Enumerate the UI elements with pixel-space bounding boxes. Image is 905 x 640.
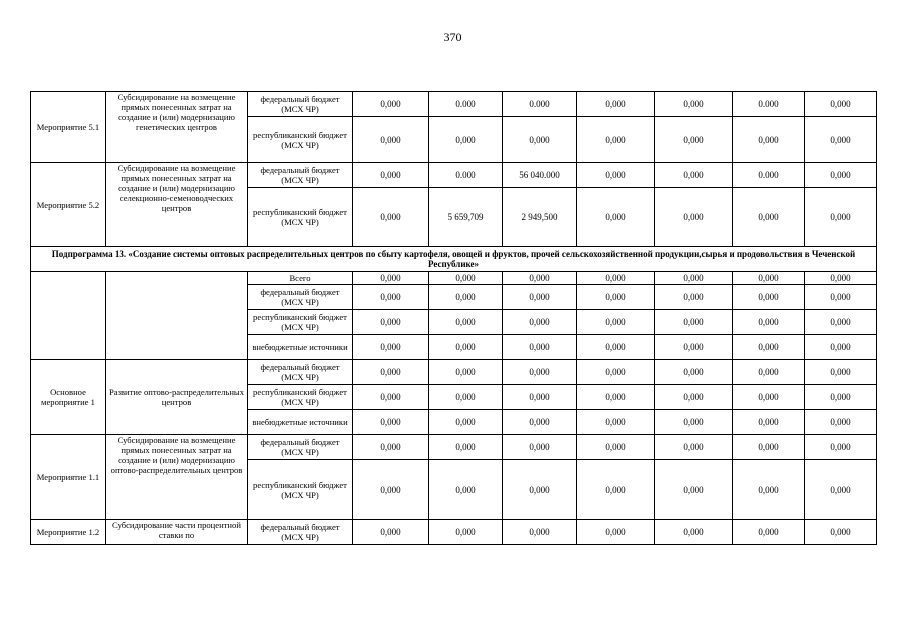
value-cell: 0,000 <box>353 385 429 410</box>
page-number: 370 <box>443 30 462 44</box>
source-label: республиканский бюджет (МСХ ЧР) <box>248 460 353 520</box>
value-cell: 0,000 <box>353 163 429 188</box>
value-cell: 56 040.000 <box>503 163 577 188</box>
value-cell: 0,000 <box>805 188 877 247</box>
source-label: федеральный бюджет (МСХ ЧР) <box>248 435 353 460</box>
value-cell: 0,000 <box>733 272 805 285</box>
value-cell: 0,000 <box>733 360 805 385</box>
value-cell: 0,000 <box>353 310 429 335</box>
value-cell: 0,000 <box>353 92 429 117</box>
value-cell: 0,000 <box>805 117 877 163</box>
event-name <box>31 272 106 360</box>
value-cell: 2 949,500 <box>503 188 577 247</box>
value-cell: 0.000 <box>429 92 503 117</box>
value-cell: 0,000 <box>429 435 503 460</box>
value-cell: 0,000 <box>577 117 655 163</box>
table-row <box>31 520 877 545</box>
source-label: республиканский бюджет (МСХ ЧР) <box>248 188 353 247</box>
value-cell: 0,000 <box>353 188 429 247</box>
value-cell: 0,000 <box>429 460 503 520</box>
value-cell: 0,000 <box>429 360 503 385</box>
value-cell: 0,000 <box>577 163 655 188</box>
value-cell: 0,000 <box>353 520 429 545</box>
value-cell: 0,000 <box>577 335 655 360</box>
value-cell: 0,000 <box>805 360 877 385</box>
value-cell: 0,000 <box>503 385 577 410</box>
value-cell: 0,000 <box>429 310 503 335</box>
value-cell: 0,000 <box>429 272 503 285</box>
value-cell: 0,000 <box>577 92 655 117</box>
value-cell: 0,000 <box>655 410 733 435</box>
value-cell: 0.000 <box>503 92 577 117</box>
value-cell: 0,000 <box>655 188 733 247</box>
value-cell: 0,000 <box>353 117 429 163</box>
value-cell: 0,000 <box>733 188 805 247</box>
value-cell: 5 659,709 <box>429 188 503 247</box>
value-cell: 0,000 <box>503 410 577 435</box>
value-cell: 0,000 <box>429 385 503 410</box>
value-cell: 0,000 <box>353 460 429 520</box>
value-cell: 0,000 <box>429 335 503 360</box>
value-cell: 0,000 <box>577 285 655 310</box>
value-cell: 0,000 <box>805 285 877 310</box>
event-description: Субсидирование на возмещение прямых понесенных затрат на создание и (или) модернизацию оптово-распределительных центров <box>106 435 248 520</box>
value-cell: 0,000 <box>577 385 655 410</box>
value-cell: 0,000 <box>733 435 805 460</box>
value-cell: 0,000 <box>805 92 877 117</box>
value-cell: 0,000 <box>429 117 503 163</box>
value-cell: 0,000 <box>655 310 733 335</box>
value-cell: 0,000 <box>503 335 577 360</box>
value-cell: 0,000 <box>503 285 577 310</box>
value-cell: 0,000 <box>655 117 733 163</box>
value-cell: 0,000 <box>503 272 577 285</box>
value-cell: 0,000 <box>655 163 733 188</box>
source-label: федеральный бюджет (МСХ ЧР) <box>248 285 353 310</box>
value-cell: 0,000 <box>733 335 805 360</box>
value-cell: 0,000 <box>805 385 877 410</box>
value-cell: 0,000 <box>655 272 733 285</box>
value-cell: 0,000 <box>577 188 655 247</box>
value-cell: 0,000 <box>503 520 577 545</box>
source-label: республиканский бюджет (МСХ ЧР) <box>248 310 353 335</box>
event-name: Мероприятие 1.1 <box>31 435 106 520</box>
event-description: Субсидирование части процентной ставки по <box>106 520 248 545</box>
value-cell: 0,000 <box>733 520 805 545</box>
value-cell: 0.000 <box>733 92 805 117</box>
value-cell: 0,000 <box>353 272 429 285</box>
subprogram-title: Подпрограмма 13. «Создание системы оптовых распределительных центров по сбыту картофеля, овощей и фруктов, прочей сельскохозяйственной продукции,сырья и продовольствия в Чеченской Республике» <box>31 247 877 272</box>
source-label: республиканский бюджет (МСХ ЧР) <box>248 117 353 163</box>
value-cell: 0,000 <box>805 163 877 188</box>
source-label: федеральный бюджет (МСХ ЧР) <box>248 92 353 117</box>
value-cell: 0,000 <box>805 410 877 435</box>
value-cell: 0,000 <box>503 435 577 460</box>
value-cell: 0,000 <box>577 310 655 335</box>
value-cell: 0,000 <box>577 520 655 545</box>
value-cell: 0,000 <box>655 285 733 310</box>
value-cell: 0.000 <box>429 163 503 188</box>
value-cell: 0,000 <box>655 360 733 385</box>
value-cell: 0,000 <box>733 285 805 310</box>
source-label: внебюджетные источники <box>248 410 353 435</box>
value-cell: 0,000 <box>655 520 733 545</box>
value-cell: 0,000 <box>503 310 577 335</box>
value-cell: 0,000 <box>577 435 655 460</box>
event-description <box>106 272 248 360</box>
event-description: Субсидирование на возмещение прямых понесенных затрат на создание и (или) модернизацию селекционно-семеноводческих центров <box>106 163 248 247</box>
value-cell: 0,000 <box>805 335 877 360</box>
event-name: Мероприятие 5.2 <box>31 163 106 247</box>
table-row <box>31 272 877 285</box>
value-cell: 0,000 <box>353 335 429 360</box>
value-cell: 0,000 <box>353 285 429 310</box>
source-label: федеральный бюджет (МСХ ЧР) <box>248 520 353 545</box>
value-cell: 0,000 <box>733 460 805 520</box>
value-cell: 0,000 <box>655 460 733 520</box>
value-cell: 0,000 <box>655 92 733 117</box>
value-cell: 0,000 <box>805 435 877 460</box>
value-cell: 0,000 <box>429 410 503 435</box>
table-row <box>31 435 877 460</box>
source-label: республиканский бюджет (МСХ ЧР) <box>248 385 353 410</box>
value-cell: 0,000 <box>577 360 655 385</box>
table-row <box>31 92 877 117</box>
value-cell: 0,000 <box>577 410 655 435</box>
value-cell: 0,000 <box>655 435 733 460</box>
value-cell: 0,000 <box>655 385 733 410</box>
event-description: Развитие оптово-распределительных центров <box>106 360 248 435</box>
value-cell: 0,000 <box>353 410 429 435</box>
value-cell: 0,000 <box>429 285 503 310</box>
budget-table <box>30 91 877 545</box>
value-cell: 0.000 <box>733 163 805 188</box>
value-cell: 0,000 <box>733 410 805 435</box>
value-cell: 0,000 <box>503 360 577 385</box>
value-cell: 0,000 <box>429 520 503 545</box>
value-cell: 0,000 <box>353 435 429 460</box>
value-cell: 0,000 <box>503 117 577 163</box>
value-cell: 0,000 <box>805 460 877 520</box>
event-name: Мероприятие 1.2 <box>31 520 106 545</box>
value-cell: 0,000 <box>353 360 429 385</box>
table-row <box>31 360 877 385</box>
value-cell: 0,000 <box>805 520 877 545</box>
event-description: Субсидирование на возмещение прямых понесенных затрат на создание и (или) модернизацию генетических центров <box>106 92 248 163</box>
source-label: внебюджетные источники <box>248 335 353 360</box>
event-name: Мероприятие 5.1 <box>31 92 106 163</box>
value-cell: 0,000 <box>577 272 655 285</box>
table-row <box>31 247 877 272</box>
value-cell: 0,000 <box>733 310 805 335</box>
value-cell: 0,000 <box>805 310 877 335</box>
value-cell: 0,000 <box>733 117 805 163</box>
value-cell: 0,000 <box>733 385 805 410</box>
value-cell: 0,000 <box>577 460 655 520</box>
source-label: федеральный бюджет (МСХ ЧР) <box>248 360 353 385</box>
source-label: федеральный бюджет (МСХ ЧР) <box>248 163 353 188</box>
value-cell: 0,000 <box>503 460 577 520</box>
event-name: Основное мероприятие 1 <box>31 360 106 435</box>
value-cell: 0,000 <box>655 335 733 360</box>
source-label: Всего <box>248 272 353 285</box>
table-row <box>31 163 877 188</box>
value-cell: 0,000 <box>805 272 877 285</box>
